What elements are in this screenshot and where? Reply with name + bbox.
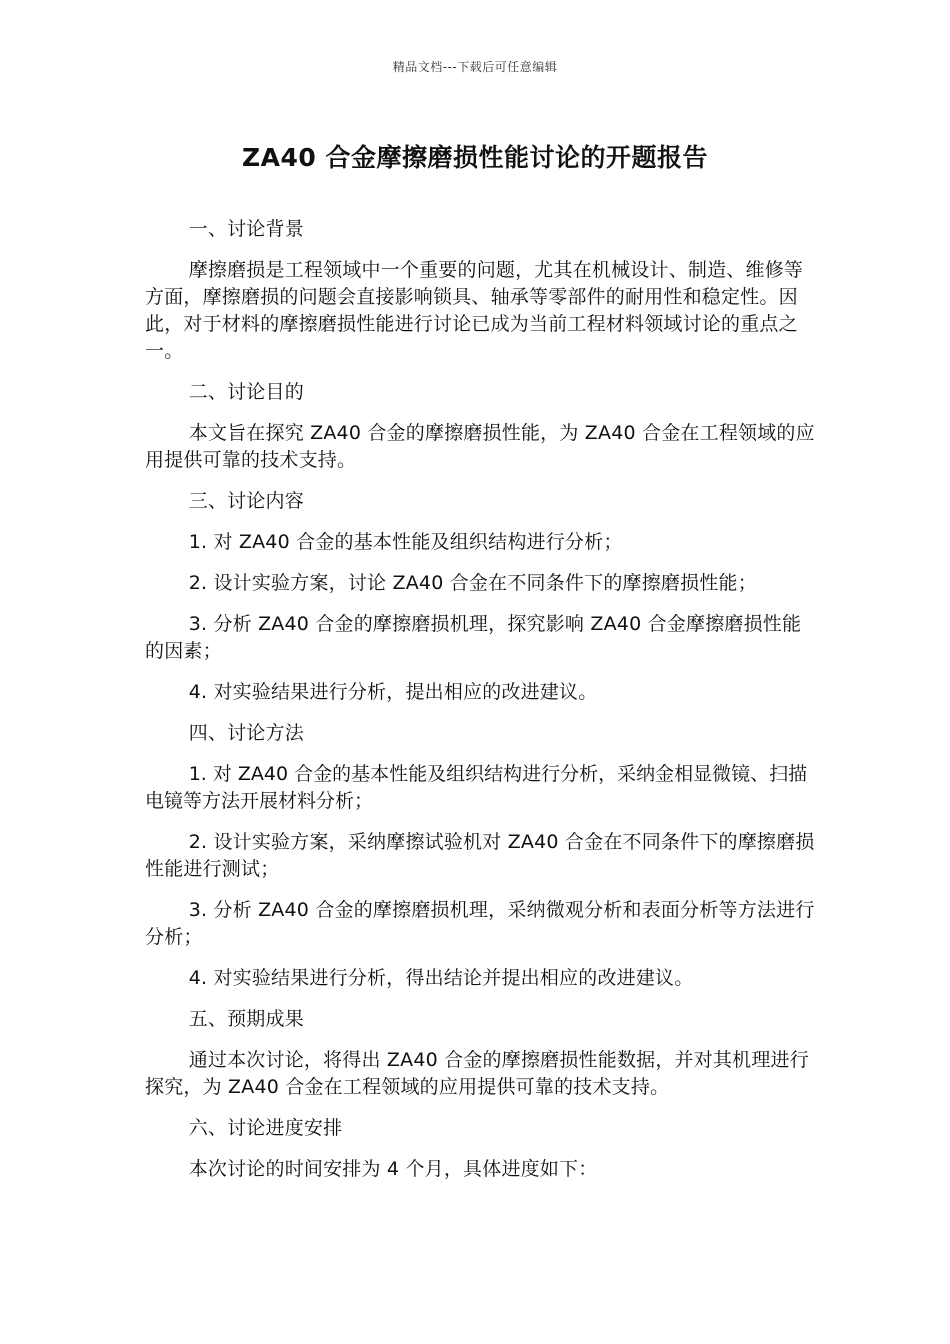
list-item-content-3: 3. 分析 ZA40 合金的摩擦磨损机理，探究影响 ZA40 合金摩擦磨损性能的因素；: [145, 613, 802, 662]
section-heading-content: 三、讨论内容: [188, 490, 304, 512]
list-item-methods-1: 1. 对 ZA40 合金的基本性能及组织结构进行分析，采纳金相显微镜、扫描电镜等方法开展材料分析；: [145, 763, 808, 812]
section-heading-schedule: 六、讨论进度安排: [188, 1117, 343, 1139]
paragraph-purpose: 本文旨在探究 ZA40 合金的摩擦磨损性能，为 ZA40 合金在工程领域的应用提供可靠的技术支持。: [145, 422, 815, 471]
section-heading-background: 一、讨论背景: [188, 218, 304, 240]
paragraph-background: 摩擦磨损是工程领域中一个重要的问题，尤其在机械设计、制造、维修等方面，摩擦磨损的问题会直接影响锁具、轴承等零部件的耐用性和稳定性。因此，对于材料的摩擦磨损性能进行讨论已成为当前工程材料领域讨论的重点之一。: [145, 259, 804, 362]
section-heading-methods: 四、讨论方法: [188, 722, 304, 744]
section-heading-purpose: 二、讨论目的: [188, 381, 304, 403]
document-body: [145, 216, 815, 1197]
list-item-methods-4: 4. 对实验结果进行分析，得出结论并提出相应的改进建议。: [188, 967, 694, 989]
paragraph-outcomes: 通过本次讨论，将得出 ZA40 合金的摩擦磨损性能数据，并对其机理进行探究，为 ZA40 合金在工程领域的应用提供可靠的技术支持。: [145, 1049, 809, 1098]
list-item-methods-2: 2. 设计实验方案，采纳摩擦试验机对 ZA40 合金在不同条件下的摩擦磨损性能进行测试；: [145, 831, 815, 880]
list-item-methods-3: 3. 分析 ZA40 合金的摩擦磨损机理，采纳微观分析和表面分析等方法进行分析；: [145, 899, 815, 948]
list-item-content-1: 1. 对 ZA40 合金的基本性能及组织结构进行分析；: [188, 531, 623, 553]
list-item-content-2: 2. 设计实验方案，讨论 ZA40 合金在不同条件下的摩擦磨损性能；: [188, 572, 757, 594]
list-item-content-4: 4. 对实验结果进行分析，提出相应的改进建议。: [188, 681, 598, 703]
paragraph-schedule: 本次讨论的时间安排为 4 个月，具体进度如下：: [188, 1158, 598, 1180]
document-title: ZA40 合金摩擦磨损性能讨论的开题报告: [242, 143, 708, 172]
section-heading-outcomes: 五、预期成果: [188, 1008, 304, 1030]
header-note: 精品文档---下载后可任意编辑: [392, 60, 558, 74]
